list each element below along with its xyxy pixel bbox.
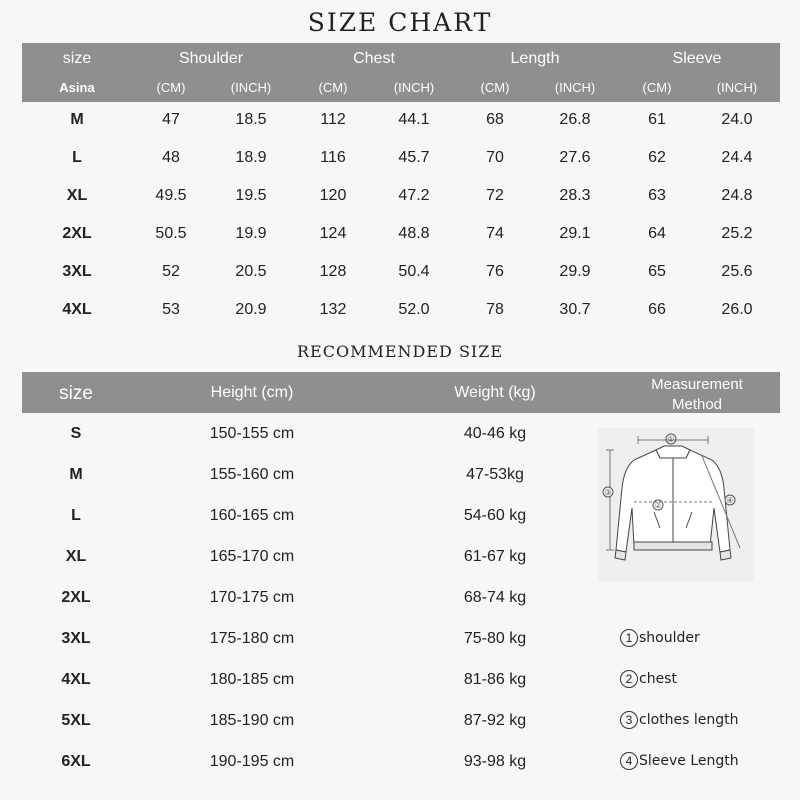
recommended-header-height: Height (cm) — [210, 384, 294, 401]
legend-number-icon: 3 — [620, 711, 638, 729]
size-table-header-shoulder: Shoulder — [178, 50, 244, 67]
size-table-cell: 70 — [486, 149, 504, 166]
recommended-row-size: S — [70, 425, 82, 442]
size-table-cell: 49.5 — [155, 187, 187, 204]
size-table-unit: (CM) — [642, 80, 672, 95]
size-table-cell: 48.8 — [398, 225, 430, 242]
size-table-row-size: 3XL — [62, 263, 92, 280]
recommended-row-height: 155-160 cm — [209, 466, 295, 483]
recommended-row-height: 170-175 cm — [209, 589, 295, 606]
size-table-cell: 18.9 — [235, 149, 267, 166]
size-table-row-size: M — [70, 111, 84, 128]
size-table-cell: 30.7 — [559, 301, 591, 318]
size-table-cell: 65 — [648, 263, 666, 280]
recommended-row-weight: 54-60 kg — [463, 507, 527, 524]
legend-number-icon: 2 — [620, 670, 638, 688]
recommended-row-size: 6XL — [61, 753, 91, 770]
size-table-cell: 124 — [319, 225, 347, 242]
size-table-cell: 26.0 — [721, 301, 753, 318]
size-table-row-size: 4XL — [62, 301, 92, 318]
size-table-cell: 24.0 — [721, 111, 753, 128]
size-table-unit: (INCH) — [554, 80, 596, 95]
size-table-cell: 45.7 — [398, 149, 430, 166]
recommended-row-size: 5XL — [61, 712, 91, 729]
size-table-cell: 47.2 — [398, 187, 430, 204]
recommended-row-height: 150-155 cm — [209, 425, 295, 442]
legend-number-icon: 1 — [620, 629, 638, 647]
marker-2: ② — [654, 501, 662, 510]
size-table-cell: 27.6 — [559, 149, 591, 166]
size-table-cell: 26.8 — [559, 111, 591, 128]
size-table-row-size: 2XL — [62, 225, 92, 242]
size-table-cell: 66 — [648, 301, 666, 318]
recommended-header-size: size — [59, 383, 93, 404]
size-table-cell: 132 — [319, 301, 347, 318]
legend-number-icon: 4 — [620, 752, 638, 770]
size-table-header-size: size — [62, 50, 92, 67]
size-table-cell: 128 — [319, 263, 347, 280]
recommended-row-size: 2XL — [61, 589, 91, 606]
size-table-row-size: L — [72, 149, 82, 166]
size-table-row-size: XL — [66, 187, 88, 204]
page-title: SIZE CHART — [307, 8, 493, 37]
size-table-cell: 24.4 — [721, 149, 753, 166]
size-table-cell: 61 — [648, 111, 666, 128]
size-table-unit: (INCH) — [230, 80, 272, 95]
recommended-row-weight: 47-53kg — [466, 466, 524, 483]
recommended-header-weight: Weight (kg) — [454, 384, 536, 401]
size-table-header-length: Length — [510, 50, 560, 67]
size-table-header-sleeve: Sleeve — [672, 50, 722, 67]
size-table-unit: (INCH) — [393, 80, 435, 95]
size-table-unit: (CM) — [480, 80, 510, 95]
size-table-cell: 29.1 — [559, 225, 591, 242]
recommended-row-height: 160-165 cm — [209, 507, 295, 524]
legend-item-3 — [620, 711, 739, 729]
size-table-cell: 24.8 — [721, 187, 753, 204]
size-table-cell: 50.4 — [398, 263, 430, 280]
size-table-cell: 68 — [486, 111, 504, 128]
recommended-row-weight: 87-92 kg — [463, 712, 527, 729]
recommended-row-height: 175-180 cm — [209, 630, 295, 647]
size-table-cell: 48 — [162, 149, 180, 166]
size-table-unit: (CM) — [318, 80, 348, 95]
size-table-cell: 74 — [486, 225, 504, 242]
size-table-cell: 116 — [320, 149, 346, 166]
size-table-cell: 20.5 — [235, 263, 267, 280]
recommended-row-height: 185-190 cm — [209, 712, 295, 729]
size-table-cell: 78 — [486, 301, 504, 318]
size-table-cell: 63 — [648, 187, 666, 204]
size-table-cell: 19.9 — [235, 225, 267, 242]
size-table-cell: 112 — [320, 111, 346, 128]
size-table-cell: 50.5 — [155, 225, 187, 242]
jacket-icon — [598, 428, 754, 582]
recommended-row-size: XL — [65, 548, 87, 565]
size-table-unit: (INCH) — [716, 80, 758, 95]
size-table-cell: 25.2 — [721, 225, 753, 242]
recommended-row-weight: 75-80 kg — [463, 630, 527, 647]
size-table-cell: 44.1 — [398, 111, 430, 128]
size-table-cell: 18.5 — [235, 111, 267, 128]
size-table-unit: (CM) — [156, 80, 186, 95]
legend-label: Sleeve Length — [639, 753, 739, 769]
size-table-cell: 120 — [319, 187, 347, 204]
size-table-cell: 52 — [162, 263, 180, 280]
size-table-cell: 29.9 — [559, 263, 591, 280]
jacket-measurement-diagram — [598, 428, 754, 582]
recommended-row-weight: 61-67 kg — [463, 548, 527, 565]
recommended-row-size: 4XL — [61, 671, 91, 688]
size-table-cell: 25.6 — [721, 263, 753, 280]
marker-4: ④ — [726, 496, 734, 505]
size-table-sublabel: Asina — [59, 80, 95, 95]
recommended-row-size: M — [69, 466, 83, 483]
recommended-size-title: RECOMMENDED SIZE — [296, 342, 504, 361]
size-table-cell: 64 — [648, 225, 666, 242]
size-table-cell: 28.3 — [559, 187, 591, 204]
recommended-row-height: 190-195 cm — [209, 753, 295, 770]
size-table-cell: 19.5 — [235, 187, 267, 204]
legend-label: shoulder — [639, 630, 700, 646]
marker-3: ③ — [604, 488, 612, 497]
legend-label: chest — [639, 671, 677, 687]
size-table-cell: 76 — [486, 263, 504, 280]
size-table-header-chest: Chest — [353, 50, 395, 67]
recommended-row-height: 180-185 cm — [209, 671, 295, 688]
recommended-row-weight: 68-74 kg — [463, 589, 527, 606]
recommended-row-height: 165-170 cm — [209, 548, 295, 565]
size-table-cell: 62 — [648, 149, 666, 166]
legend-item-4 — [620, 752, 739, 770]
recommended-header-measurement: Measurement Method — [651, 376, 743, 413]
legend-label: clothes length — [639, 712, 739, 728]
recommended-row-weight: 93-98 kg — [463, 753, 527, 770]
recommended-row-weight: 81-86 kg — [463, 671, 527, 688]
legend-item-1 — [620, 629, 700, 647]
size-table-cell: 52.0 — [398, 301, 430, 318]
size-table-cell: 47 — [162, 111, 180, 128]
recommended-row-weight: 40-46 kg — [463, 425, 527, 442]
legend-item-2 — [620, 670, 677, 688]
recommended-row-size: 3XL — [61, 630, 91, 647]
marker-1: ① — [667, 435, 675, 444]
size-table-cell: 72 — [486, 187, 504, 204]
recommended-row-size: L — [71, 507, 81, 524]
size-table-cell: 20.9 — [235, 301, 267, 318]
size-table-cell: 53 — [162, 301, 180, 318]
